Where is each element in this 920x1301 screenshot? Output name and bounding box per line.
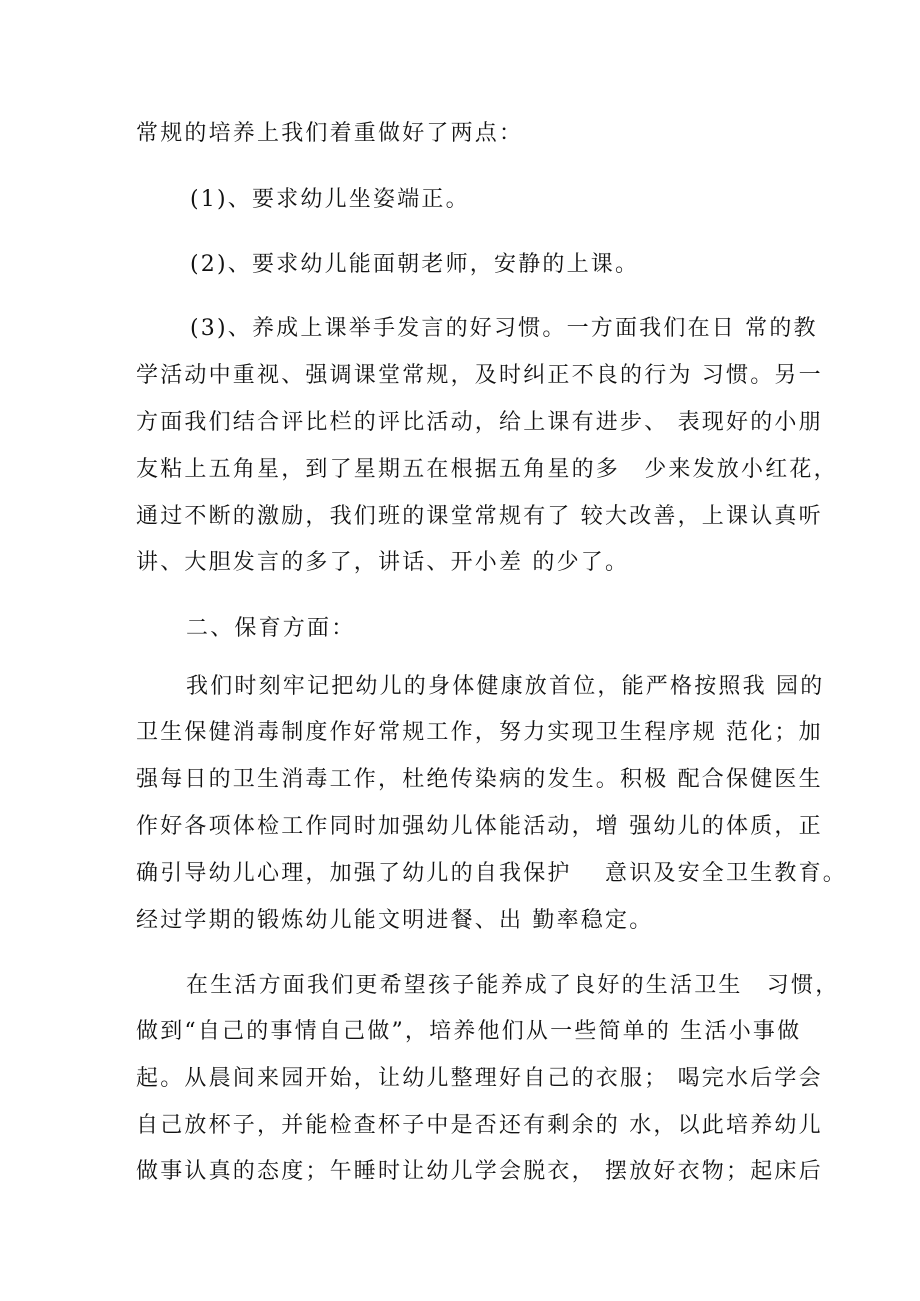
list-item: (2)、要求幼儿能面朝老师，安静的上课。 <box>190 252 640 277</box>
text-line: 我们时刻牢记把幼儿的身体健康放首位，能严格按照我 园的 <box>186 674 825 699</box>
text-line: 卫生保健消毒制度作好常规工作，努力实现卫生程序规 范化；加 <box>136 720 823 745</box>
text-line: 友粘上五角星，到了星期五在根据五角星的多 少来发放小红花， <box>136 457 838 482</box>
text-line: 经过学期的锻炼幼儿能文明进餐、出 勤率稳定。 <box>136 908 654 933</box>
text-line: 做到“自己的事情自己做”，培养他们从一些简单的 生活小事做 <box>136 1019 802 1044</box>
text-line: 作好各项体检工作同时加强幼儿体能活动，增 强幼儿的体质，正 <box>136 814 823 839</box>
text-line: 常规的培养上我们着重做好了两点： <box>136 121 524 146</box>
list-item: (1)、要求幼儿坐姿端正。 <box>190 187 470 212</box>
text-line: 强每日的卫生消毒工作，杜绝传染病的发生。积极 配合保健医生 <box>136 767 823 792</box>
text-line: 做事认真的态度；午睡时让幼儿学会脱衣， 摆放好衣物；起床后 <box>136 1159 823 1184</box>
list-item: (3)、养成上课举手发言的好习惯。一方面我们在日 常的教 <box>190 316 818 341</box>
section-heading: 二、保育方面： <box>186 616 356 641</box>
text-line: 确引导幼儿心理，加强了幼儿的自我保护 意识及安全卫生教育。 <box>136 861 847 886</box>
text-line: 自己放杯子，并能检查杯子中是否还有剩余的 水，以此培养幼儿 <box>136 1113 823 1138</box>
text-line: 讲、大胆发言的多了，讲话、开小差 的少了。 <box>136 550 630 575</box>
text-line: 在生活方面我们更希望孩子能养成了良好的生活卫生 习惯， <box>186 973 840 998</box>
text-line: 通过不断的激励，我们班的课堂常规有了 较大改善，上课认真听 <box>136 504 823 529</box>
text-line: 学活动中重视、强调课堂常规，及时纠正不良的行为 习惯。另一 <box>136 363 823 388</box>
text-line: 方面我们结合评比栏的评比活动，给上课有进步、 表现好的小朋 <box>136 410 823 435</box>
text-line: 起。从晨间来园开始，让幼儿整理好自己的衣服； 喝完水后学会 <box>136 1066 823 1091</box>
